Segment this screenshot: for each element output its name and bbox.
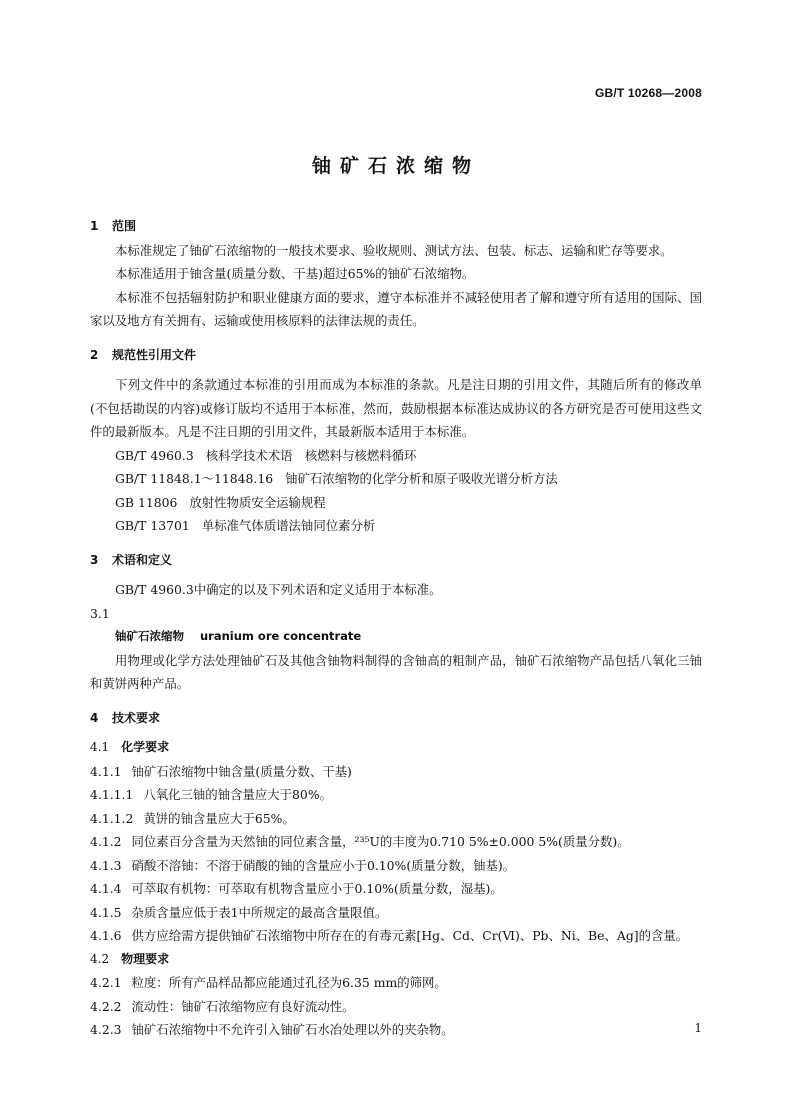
reference-name: 核科学技术术语 核燃料与核燃料循环 — [205, 447, 417, 463]
clause — [90, 1018, 702, 1042]
reference-name: 放射性物质安全运输规程 — [189, 494, 326, 510]
reference-item — [90, 491, 702, 515]
section-heading — [90, 344, 702, 368]
clause — [90, 924, 702, 948]
clause — [90, 877, 702, 901]
reference-item — [90, 514, 702, 538]
clause — [90, 901, 702, 925]
section-title: 术语和定义 — [112, 552, 173, 567]
clause-text: 黄饼的铀含量应大于65%。 — [143, 810, 295, 826]
section-number: 1 — [90, 219, 99, 233]
clause-text: 杂质含量应低于表1中所规定的最高含量限值。 — [131, 904, 388, 920]
section-title: 技术要求 — [112, 710, 161, 725]
subsection-title: 化学要求 — [121, 740, 170, 754]
clause-number: 4.1.1 — [90, 763, 122, 779]
clause — [90, 760, 702, 784]
reference-name: 单标准气体质谱法铀同位素分析 — [201, 518, 376, 533]
page-number: 1 — [694, 1021, 702, 1035]
clause-text: 铀矿石浓缩物中铀含量(质量分数、干基) — [131, 763, 352, 779]
clause-text: 八氧化三铀的铀含量应大于80%。 — [143, 787, 332, 802]
reference-code: GB/T 13701 — [115, 518, 190, 533]
clause-text: 可萃取有机物：可萃取有机物含量应小于0.10%(质量分数，湿基)。 — [131, 881, 503, 896]
subsection-title: 物理要求 — [121, 951, 170, 966]
paragraph: 本标准适用于铀含量(质量分数、干基)超过65%的铀矿石浓缩物。 — [115, 266, 475, 281]
clause-text: 硝酸不溶铀：不溶于硝酸的铀的含量应小于0.10%(质量分数，铀基)。 — [131, 857, 516, 873]
clause-number: 4.1.4 — [90, 881, 122, 896]
paragraph: 本标准规定了铀矿石浓缩物的一般技术要求、验收规则、测试方法、包装、标志、运输和贮存等要求。 — [115, 242, 673, 258]
paragraph: 本标准不包括辐射防护和职业健康方面的要求，遵守本标准并不减轻使用者了解和遵守所有适用的国际、国家以及地方有关拥有、运输或使用核原料的法律法规的责任。 — [90, 289, 702, 328]
clause-text: 流动性：铀矿石浓缩物应有良好流动性。 — [131, 998, 355, 1014]
subsection-number: 4.2 — [90, 951, 110, 966]
clause-text: 同位素百分含量为天然铀的同位素含量，²³⁵U的丰度为0.710 5%±0.000 5%(质量分数)。 — [131, 834, 630, 849]
clause-number: 4.1.1.2 — [90, 810, 134, 826]
clause-text: 粒度：所有产品样品都应能通过孔径为6.35 mm的筛网。 — [131, 975, 447, 990]
subsection-heading — [90, 948, 702, 972]
document-body — [90, 210, 702, 1042]
clause-number: 4.2.3 — [90, 1022, 122, 1037]
clause — [90, 830, 702, 854]
section-heading — [90, 215, 702, 239]
section-title: 规范性引用文件 — [112, 347, 197, 362]
clause — [90, 971, 702, 995]
subsection-heading — [90, 736, 702, 760]
term-number: 3.1 — [90, 605, 110, 621]
section-heading — [90, 549, 702, 573]
section-title: 范围 — [112, 219, 137, 233]
subsection-number: 4.1 — [90, 740, 110, 754]
standard-number: GB/T 10268—2008 — [594, 86, 702, 100]
clause — [90, 807, 702, 831]
clause-number: 4.1.3 — [90, 857, 122, 873]
clause — [90, 783, 702, 807]
clause-number: 4.1.5 — [90, 904, 122, 920]
reference-name: 铀矿石浓缩物的化学分析和原子吸收光谱分析方法 — [285, 471, 558, 486]
section-heading — [90, 707, 702, 731]
term-entry — [90, 625, 702, 649]
clause-number: 4.2.2 — [90, 998, 122, 1014]
reference-item — [90, 444, 702, 468]
clause-number: 4.1.2 — [90, 834, 122, 849]
clause-text: 铀矿石浓缩物中不允许引入铀矿石水冶处理以外的夹杂物。 — [131, 1022, 454, 1037]
term-english: uranium ore concentrate — [200, 629, 362, 643]
reference-code: GB/T 4960.3 — [115, 447, 194, 463]
clause-number: 4.1.6 — [90, 928, 122, 943]
section-number: 3 — [90, 552, 99, 567]
reference-code: GB/T 11848.1～11848.16 — [115, 471, 274, 486]
clause — [90, 854, 702, 878]
section-number: 4 — [90, 710, 99, 725]
paragraph: GB/T 4960.3中确定的以及下列术语和定义适用于本标准。 — [115, 582, 442, 597]
clause-number: 4.1.1.1 — [90, 787, 134, 802]
clause-text: 供方应给需方提供铀矿石浓缩物中所存在的有毒元素[Hg、Cd、Cr(Ⅵ)、Pb、Ni、Be、Ag]的含量。 — [131, 928, 689, 943]
section-number: 2 — [90, 347, 99, 362]
paragraph: 下列文件中的条款通过本标准的引用而成为本标准的条款。凡是注日期的引用文件，其随后所有的修改单(不包括勘误的内容)或修订版均不适用于本标准，然而，鼓励根据本标准达成协议的各方研究是否可使用这些文件的最新版本。凡是不注日期的引用文件，其最新版本适用于本标准。 — [90, 377, 702, 439]
clause — [90, 995, 702, 1019]
term-chinese: 铀矿石浓缩物 — [115, 629, 184, 643]
reference-item — [90, 467, 702, 491]
term-definition: 用物理或化学方法处理铀矿石及其他含铀物料制得的含铀高的粗制产品，铀矿石浓缩物产品包括八氧化三铀和黄饼两种产品。 — [90, 652, 702, 691]
clause-number: 4.2.1 — [90, 975, 122, 990]
reference-code: GB 11806 — [115, 494, 178, 510]
document-title: 铀矿石浓缩物 — [311, 155, 480, 177]
